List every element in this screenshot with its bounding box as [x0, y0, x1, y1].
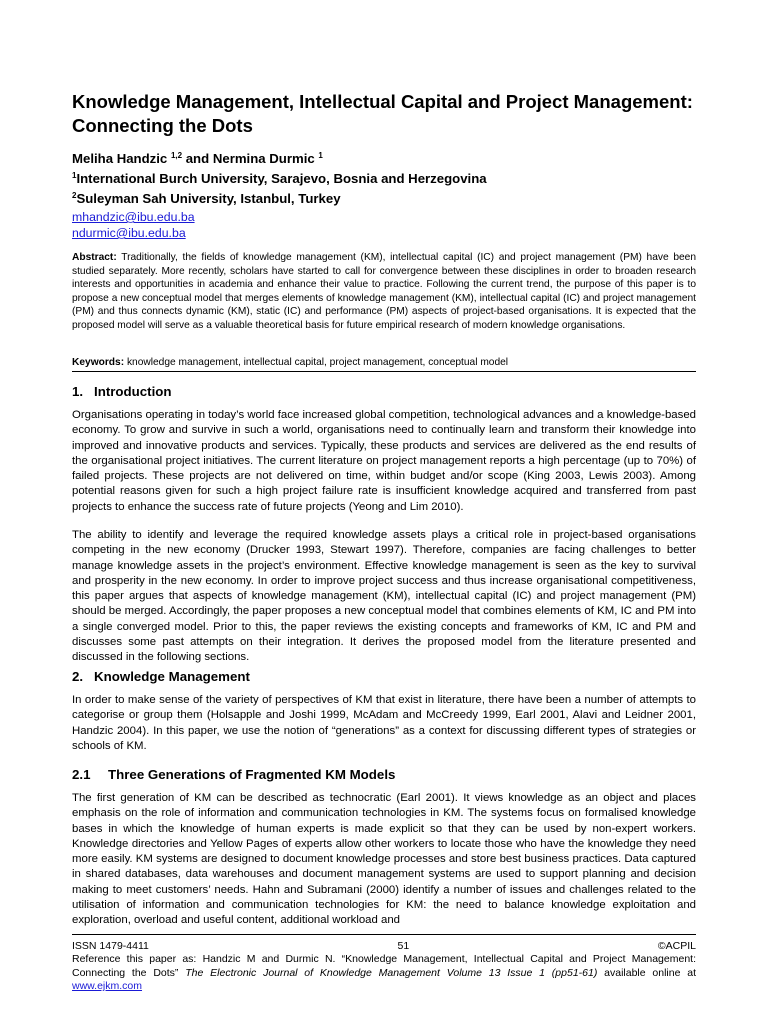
affiliation-2-text: Suleyman Sah University, Istanbul, Turkey	[76, 191, 341, 206]
citation-journal: The Electronic Journal of Knowledge Management Volume 13 Issue 1 (pp51-61)	[185, 966, 598, 979]
affiliation-1-marker: 1	[72, 171, 77, 180]
footer-row	[72, 940, 696, 953]
footer-divider	[72, 934, 696, 935]
citation-reference	[72, 953, 696, 993]
abstract	[72, 251, 696, 333]
author-1: Meliha Handzic	[72, 151, 168, 166]
page-footer	[72, 940, 696, 994]
keywords-text: knowledge management, intellectual capital, project management, conceptual model	[126, 357, 509, 368]
subsection-number: 2.1	[72, 767, 91, 782]
page-number: 51	[397, 940, 410, 952]
abstract-text: Traditionally, the fields of knowledge management (KM), intellectual capital (IC) and project management (PM) have been studied separately. More recently, scholars have started to call for convergence between these disciplines in order to broaden research interests and opportunities in academia and enhance their value to practice. Following the current trend, the purpose of this paper is to propose a new conceptual model that merges elements of knowledge management (KM), intellectual capital (IC) and project management (PM) and thus connects dynamic (KM), static (IC) and performance (PM) aspects of project-based organisations. It is expected that the proposed model will serve as a valuable theoretical basis for future empirical research of modern knowledge organisations.	[72, 252, 696, 331]
subsection-heading-three-generations	[72, 766, 395, 784]
intro-paragraph-2: The ability to identify and leverage the required knowledge assets plays a critical role in project-based organisations competing in the new economy (Drucker 1993, Stewart 1997). Therefore, companies are facing challenges to better manage knowledge assets in the project’s environment. Effective knowledge management is seen as the key to survival and prosperity in the new economy. In order to improve project success and thus increase organisational competitiveness, this paper argues that aspects of knowledge management (KM), intellectual capital (IC) and project management (PM) should be merged. Accordingly, the paper proposes a new conceptual model that combines elements of KM, IC and PM into a single converged model. Prior to this, the paper reviews the existing concepts and frameworks of KM, IC and PM and discusses some past attempts on their integration. It derives the proposed model from the literature presented and discussed in the following sections.	[72, 529, 696, 664]
affiliation-1-text: International Burch University, Sarajevo, Bosnia and Herzegovina	[76, 171, 487, 186]
email-link-2[interactable]: ndurmic@ibu.edu.ba	[72, 226, 186, 240]
generations-paragraph-1: The first generation of KM can be described as technocratic (Earl 2001). It views knowledge as an object and places emphasis on the role of information and communication technologies in KM. The systems focus on formalised knowledge bases in which the knowledge of human experts is made explicit so that they can be used by non-expert workers. Knowledge directories and Yellow Pages of experts allow other workers to locate those who have the knowledge they need more easily. KM systems are designed to document knowledge processes and store best business practices. Data captured in shared databases, data warehouses and document management systems are used to support planning and decision making to meet customers’ needs. Hahn and Subramani (2000) identify a number of issues and challenges related to the utilisation of information and communication technologies for KM: the need to balance knowledge exploitation and exploration, overload and useful content, additional workload and	[72, 792, 696, 927]
section-title: Knowledge Management	[94, 669, 250, 684]
section-heading-introduction	[72, 383, 172, 401]
section-number: 1.	[72, 384, 84, 399]
authors-block	[72, 149, 487, 241]
keywords	[72, 356, 696, 369]
affiliation-1	[72, 169, 487, 189]
journal-url-link[interactable]: www.ejkm.com	[72, 980, 143, 993]
km-paragraph-1: In order to make sense of the variety of perspectives of KM that exist in literature, there have been a number of attempts to categorise or group them (Holsapple and Joshi 1999, McAdam and McCreedy 1999, Earl 2001, Alavi and Leidner 2001, Handzic 2004). In this paper, we use the notion of “generations” as a context for discussing different types of strategies or schools of KM.	[72, 694, 696, 752]
citation-text: Reference this paper as: Handzic M and Durmic N. “Knowledge Management, Intellectual Capital and Project Management: Connecting the Dots”	[72, 953, 696, 979]
copyright: ©ACPIL	[657, 940, 696, 952]
author-separator: and	[182, 151, 213, 166]
intro-paragraph-1: Organisations operating in today’s world face increased global competition, technological advances and a knowledge-based economy. To grow and survive in such a world, organisations need to continually learn and transform their knowledge into improved and innovative products and services. Typically, these products and services are delivered as the end results of the organisational project initiatives. The current literature on project management reports a high percentage (up to 70%) of failed projects. These projects are not delivered on time, within budget and/or scope (King 2003, Lewis 2003). Among potential reasons given for such a high project failure rate is insufficient knowledge acquired and transferred from past projects to enhance the success rate of future projects (Yeong and Lim 2010).	[72, 409, 696, 513]
subsection-title: Three Generations of Fragmented KM Models	[108, 767, 396, 782]
author-line	[72, 149, 487, 169]
author-2: Nermina Durmic	[212, 151, 315, 166]
email-link-1[interactable]: mhandzic@ibu.edu.ba	[72, 210, 195, 224]
author-1-affiliation-marker: 1,2	[170, 151, 183, 160]
section-number: 2.	[72, 669, 84, 684]
paper-title: Knowledge Management, Intellectual Capital and Project Management: Connecting the Dots	[72, 91, 693, 136]
citation-online: available online at	[604, 966, 697, 979]
abstract-label: Abstract:	[72, 252, 117, 263]
section-heading-knowledge-management	[72, 668, 250, 686]
keywords-label: Keywords:	[72, 357, 125, 368]
header-divider	[72, 371, 696, 372]
affiliation-2	[72, 189, 487, 209]
affiliation-2-marker: 2	[72, 191, 77, 200]
author-2-affiliation-marker: 1	[318, 151, 323, 160]
issn: ISSN 1479-4411	[72, 940, 149, 952]
section-title: Introduction	[94, 384, 172, 399]
